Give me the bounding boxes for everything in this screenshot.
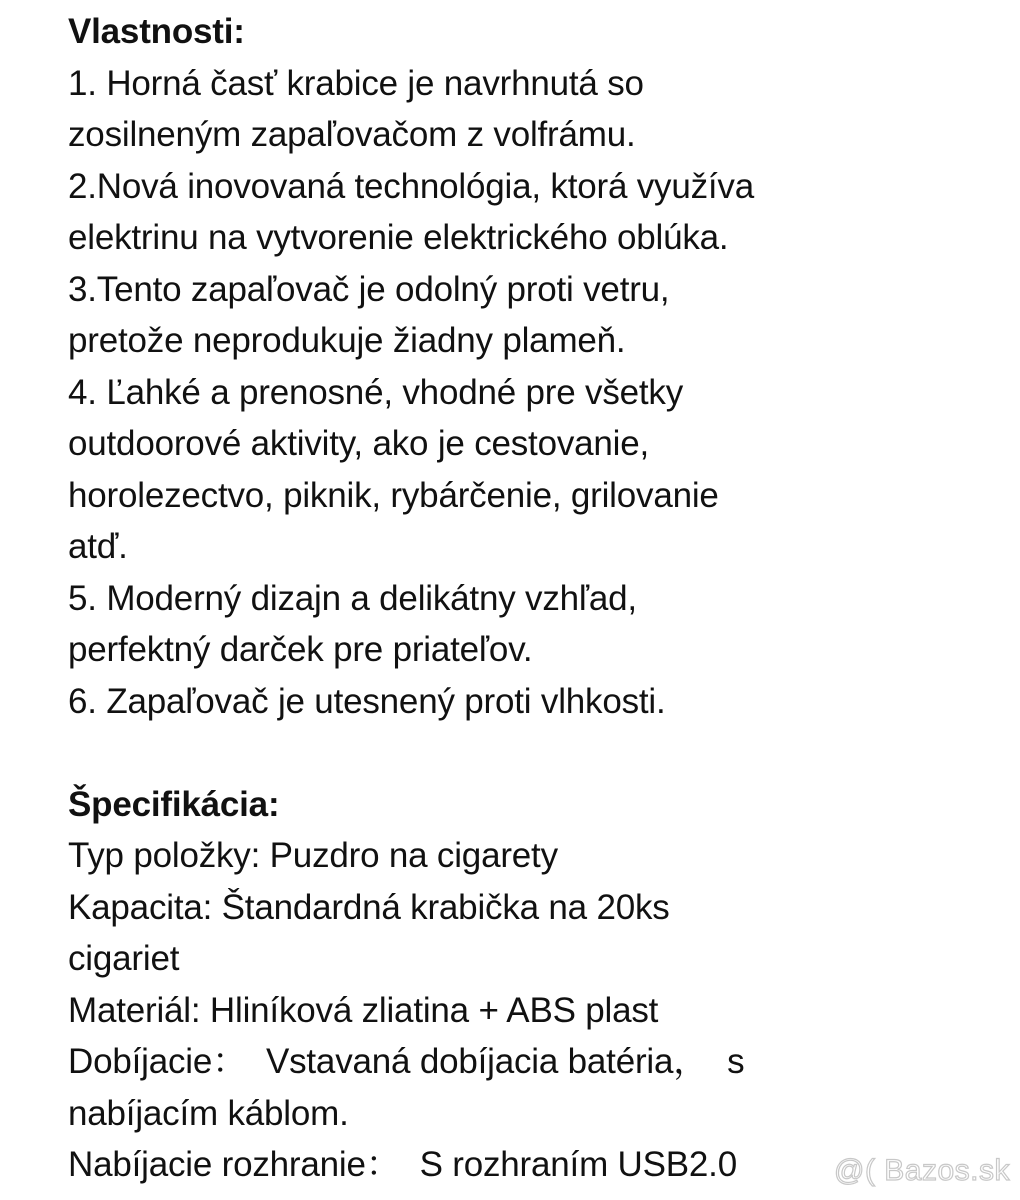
feature-line: horolezectvo, piknik, rybárčenie, grilovanie bbox=[68, 475, 719, 515]
feature-line: 2.Nová inovovaná technológia, ktorá využíva bbox=[68, 166, 754, 206]
spec-line: nabíjacím káblom. bbox=[68, 1093, 349, 1133]
product-description bbox=[68, 6, 1008, 1191]
features-heading: Vlastnosti: bbox=[68, 12, 245, 51]
spec-line: Typ položky: Puzdro na cigarety bbox=[68, 836, 558, 875]
feature-line: 1. Horná časť krabice je navrhnutá so bbox=[68, 63, 644, 103]
spec-line: Materiál: Hliníková zliatina + ABS plast bbox=[68, 990, 659, 1030]
feature-line: 5. Moderný dizajn a delikátny vzhľad, bbox=[68, 578, 637, 618]
spec-line: Dobíjacie： Vstavaná dobíjacia batéria， s bbox=[68, 1042, 745, 1081]
feature-line: outdoorové aktivity, ako je cestovanie, bbox=[68, 424, 650, 463]
feature-line: 4. Ľahké a prenosné, vhodné pre všetky bbox=[68, 372, 684, 412]
bazos-watermark: @( Bazos.sk bbox=[834, 1154, 1010, 1187]
feature-line: elektrinu na vytvorenie elektrického oblúka. bbox=[68, 218, 729, 257]
feature-line: 6. Zapaľovač je utesnený proti vlhkosti. bbox=[68, 681, 666, 721]
spec-line: Kapacita: Štandardná krabička na 20ks bbox=[68, 887, 670, 927]
feature-line: 3.Tento zapaľovač je odolný proti vetru, bbox=[68, 269, 670, 309]
feature-line: atď. bbox=[68, 527, 128, 566]
spec-line: cigariet bbox=[68, 939, 180, 978]
section-spacer bbox=[68, 727, 1008, 779]
spec-line: Nabíjacie rozhranie： S rozhraním USB2.0 bbox=[68, 1145, 737, 1184]
feature-line: zosilneným zapaľovačom z volfrámu. bbox=[68, 115, 636, 154]
feature-line: perfektný darček pre priateľov. bbox=[68, 630, 533, 669]
specification-heading: Špecifikácia: bbox=[68, 784, 280, 824]
feature-line: pretože neprodukuje žiadny plameň. bbox=[68, 321, 626, 360]
